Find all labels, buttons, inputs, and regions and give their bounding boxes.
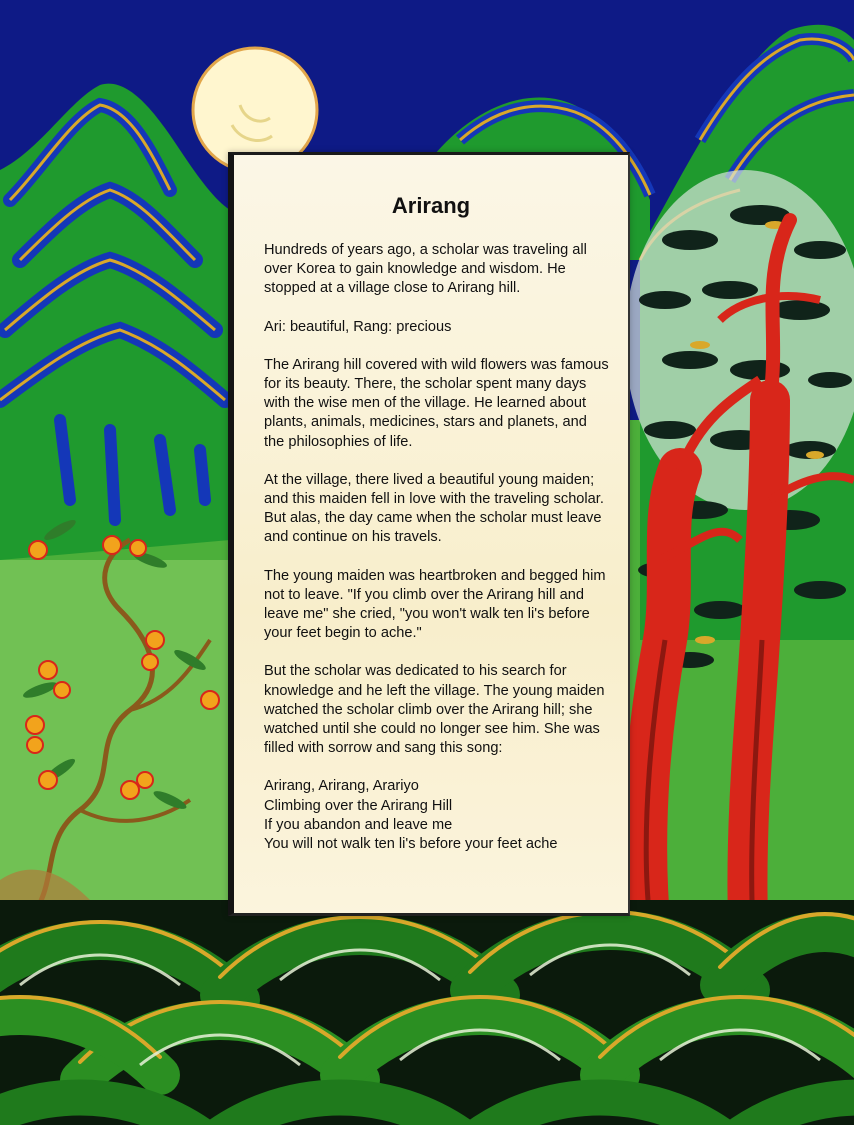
- story-text: [264, 241, 634, 873]
- song-lyrics: Arirang, Arirang, Arariyo Climbing over the Arirang Hill If you abandon and leave me You will not walk ten li's before your feet ache: [264, 778, 558, 853]
- story-panel: [228, 152, 630, 916]
- paragraph-hill: The Arirang hill covered with wild flowers was famous for its beauty. There, the scholar spent many days with the wise men of the village. He learned about plants, animals, medicines, stars and planets, and the philosophies of life.: [264, 356, 609, 450]
- wave-hills: [0, 900, 854, 1125]
- paragraph-maiden: At the village, there lived a beautiful young maiden; and this maiden fell in love with the traveling scholar. But alas, the day came when the scholar must leave and continue on his travels.: [264, 471, 604, 546]
- page-title: Arirang: [391, 193, 471, 218]
- paragraph-departure: But the scholar was dedicated to his search for knowledge and he left the village. The young maiden watched the scholar climb over the Arirang hill; she watched until she could no longer see him. She was filled with sorrow and sang this song:: [264, 663, 605, 757]
- paragraph-intro: Hundreds of years ago, a scholar was traveling all over Korea to gain knowledge and wisdom. He stopped at a village close to Arirang hill.: [264, 242, 587, 297]
- paragraph-meaning: Ari: beautiful, Rang: precious: [264, 318, 452, 335]
- paragraph-plea: The young maiden was heartbroken and begged him not to leave. "If you climb over the Arirang hill and leave me" she cried, "you won't walk ten li's before your feet begin to ache.": [264, 567, 606, 642]
